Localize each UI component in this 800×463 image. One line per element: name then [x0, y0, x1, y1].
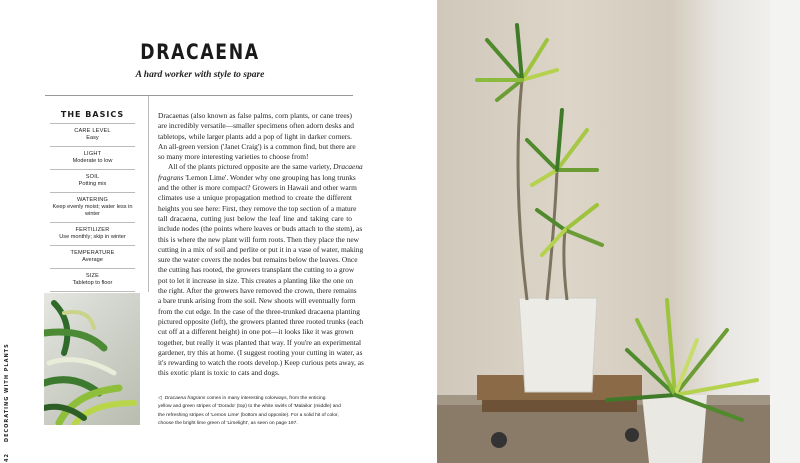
text-line [158, 316, 364, 327]
page-margin [770, 0, 800, 463]
text-line [158, 265, 355, 275]
text-segment: yellow and green stripes of 'Dorado' (top) to the white swirls of 'Malaika' (middle) and [158, 404, 341, 410]
text-line [158, 395, 354, 403]
text-segment: gardener, try this at home. (I suggest rooting your cutting in water, as [158, 347, 363, 357]
text-segment: together, but really it was planted that way. If you're an experimental [158, 337, 362, 347]
basics-item-value: Tabletop to floor [72, 280, 113, 286]
text-segment: heights you see here: First, they remove the top section of a mature [158, 203, 357, 213]
text-line [158, 203, 357, 214]
basics-sidebar [50, 110, 135, 292]
basics-item [50, 146, 135, 169]
basics-item [50, 268, 135, 292]
running-footer [4, 343, 10, 462]
text-line [158, 420, 354, 428]
text-segment: All of the plants pictured opposite are the same variety, [168, 162, 334, 172]
basics-item-value: Use monthly; skip in winter [59, 234, 126, 240]
text-line [158, 162, 363, 172]
text-line [158, 193, 352, 203]
basics-list [50, 123, 135, 292]
text-line [158, 121, 352, 131]
text-line [158, 403, 354, 411]
basics-item-value: Easy [86, 135, 99, 141]
basics-item-value: Moderate to low [72, 158, 113, 164]
basics-item [50, 169, 135, 192]
text-line [158, 224, 363, 234]
text-segment: this exotic plant is toxic to cats and dogs. [158, 368, 280, 378]
basics-item-value: Potting mix [78, 181, 107, 187]
text-line [158, 337, 362, 348]
text-segment: Dracaena [333, 162, 363, 172]
page-subtitle: A hard worker with style to spare [135, 70, 265, 80]
arrow-left-icon: ◁ [158, 396, 162, 401]
basics-item [50, 123, 135, 146]
text-segment: 'Lemon Lime'. Wonder why one grouping has long trunks [183, 172, 356, 182]
text-segment: comes in many interesting colorways, from the enticing [205, 396, 326, 401]
text-line [158, 183, 357, 193]
text-line [158, 412, 354, 420]
text-segment: pot to let it increase in size. This creates a planting like the one on [158, 275, 354, 285]
dracaena-varieties-photo [44, 293, 140, 425]
photo-caption [158, 395, 354, 429]
text-segment: choose the bright lime green of 'Limelight', as seen on page 197. [158, 421, 298, 427]
text-segment: a bare trunk arising from the soil. New shoots will eventually form [158, 296, 356, 306]
text-line [158, 347, 363, 358]
text-segment: tall dracaena, cutting just below the leaf line and taking care to [158, 213, 352, 223]
basics-item-label: LIGHT [83, 151, 102, 157]
text-segment: climates use a unique propagation method to create the different [158, 193, 352, 203]
text-segment: it's rewarding to watch the roots develop.) Keep curious pets away, as [158, 358, 364, 368]
text-segment: Dracaena fragrans [164, 396, 206, 401]
text-segment: sure the water covers the nodes but remains below the leaves. Once [158, 255, 358, 265]
vertical-divider [148, 96, 149, 292]
basics-item [50, 222, 135, 245]
basics-item-label: WATERING [76, 197, 109, 203]
text-line [158, 358, 364, 368]
page-title: DRACAENA [140, 40, 260, 64]
basics-item-value: Keep evenly moist; water less in winter [52, 204, 133, 217]
basics-item-label: CARE LEVEL [74, 128, 111, 134]
text-segment: Dracaenas (also known as false palms, corn plants, or cane trees) [158, 111, 352, 120]
text-line [158, 141, 356, 152]
text-segment: An all-green version ('Janet Craig') is a common find, but there are [158, 141, 356, 151]
text-line [158, 327, 352, 337]
text-line [158, 276, 352, 286]
text-line [158, 296, 356, 306]
text-segment: fragrans [158, 172, 184, 182]
page-number: 42 [4, 453, 10, 462]
text-line [158, 286, 357, 296]
text-segment: from the cut edge. In the case of the three-trunked dracaena planting [158, 306, 360, 316]
text-line [158, 132, 352, 142]
text-segment: cut off at a different height) in one pot—it looks like it was grown [158, 327, 354, 337]
basics-item [50, 192, 135, 222]
text-segment: the cutting has rooted, the growers transplant the cutting to a grow [158, 265, 355, 275]
text-segment: cutting in a mix of soil and perlite or put it in a vase of water, making [158, 244, 364, 254]
text-line [158, 244, 364, 255]
text-line [158, 111, 352, 121]
text-line [158, 368, 352, 378]
text-segment: and the other is more compact? Growers in Hawaii and other warm [158, 183, 357, 193]
text-segment: this is where the new plant will form roots. Then they place the new [158, 234, 360, 244]
basics-heading: THE BASICS [60, 110, 125, 119]
text-line [158, 152, 352, 162]
text-segment: the right. After the growers have removed the crown, there remains [158, 286, 357, 296]
basics-item-label: SIZE [85, 273, 100, 279]
text-line [158, 172, 356, 183]
text-segment: so many more interesting varieties to choose from! [158, 152, 309, 162]
text-line [158, 214, 352, 224]
text-segment: are incredibly versatile—smaller specimens often adorn desks and [158, 121, 354, 131]
basics-item-value: Average [82, 257, 103, 263]
text-segment: include nodes (the points where leaves or buds attach to the stem), as [158, 224, 363, 234]
basics-item-label: SOIL [85, 174, 100, 180]
text-line [158, 255, 358, 265]
basics-item [50, 245, 135, 268]
section-title: DECORATING WITH PLANTS [4, 343, 10, 443]
text-line [158, 234, 360, 245]
horizontal-rule [45, 95, 353, 96]
text-line [158, 306, 360, 317]
text-segment: the refreshing stripes of 'Lemon Lime' (bottom and opposite). For a solid hit of color, [158, 412, 339, 418]
body-text [158, 111, 364, 379]
dracaena-main-photo [437, 0, 770, 463]
text-segment: tabletops, while larger plants add a pop of light in darker corners. [158, 131, 352, 141]
basics-item-label: TEMPERATURE [70, 250, 115, 256]
text-segment: pictured opposite (left), the growers planted three rooted trunks (each [158, 316, 364, 326]
basics-item-label: FERTILIZER [75, 227, 110, 233]
